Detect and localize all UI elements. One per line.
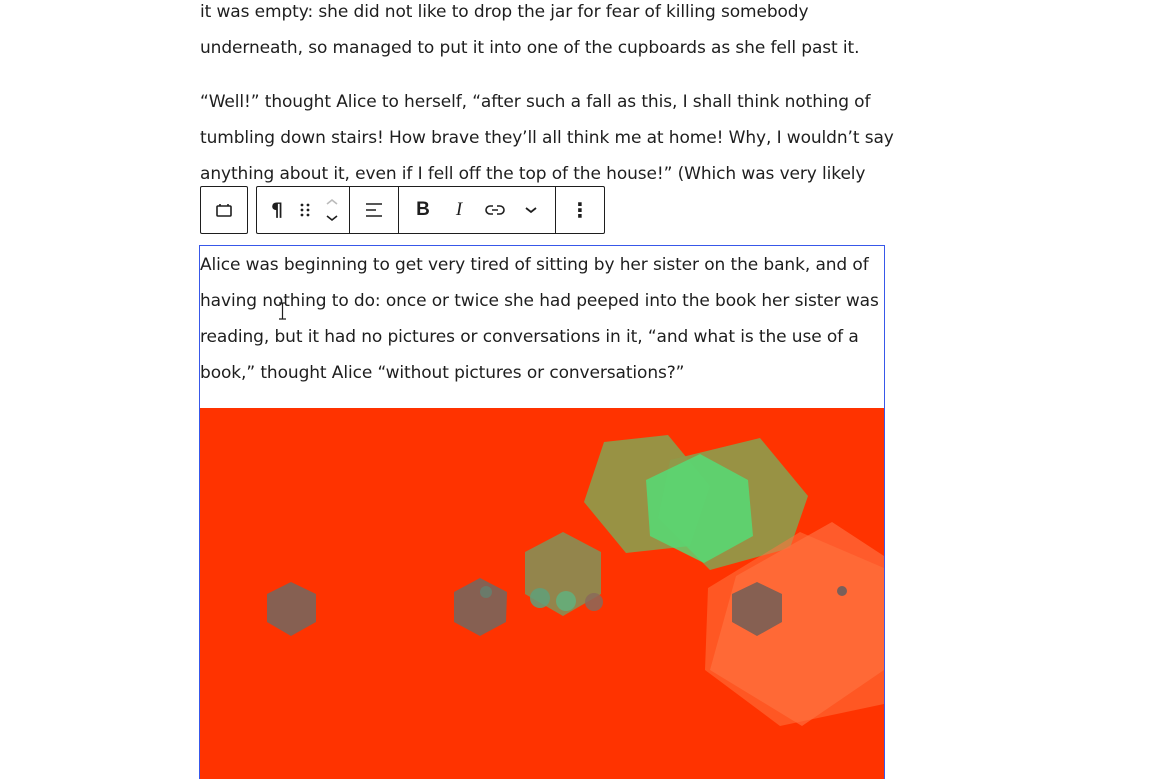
chevron-down-icon [325,213,339,223]
bold-button[interactable]: B [405,187,441,233]
paragraph-line: having nothing to do: once or twice she had peeped into the book her sister was [200,291,879,311]
move-up-button[interactable] [319,194,345,210]
paragraph-line: it was empty: she did not like to drop the jar for fear of killing somebody [200,2,809,22]
chevron-down-icon [524,205,538,215]
options-section [556,187,604,233]
link-button[interactable] [477,187,513,233]
more-rich-text-button[interactable] [513,187,549,233]
parent-block-icon [214,200,234,220]
select-parent-button[interactable] [206,187,242,233]
pilcrow-icon: ¶ [270,199,284,221]
paragraph-line: underneath, so managed to put it into one of the cupboards as she fell past it. [200,38,860,58]
paragraph-line: tumbling down stairs! How brave they’ll all think me at home! Why, I wouldn’t say [200,128,894,148]
chevron-up-icon [325,197,339,207]
link-icon [485,204,505,216]
drag-handle-icon [299,202,311,218]
block-options-button[interactable] [562,187,598,233]
paragraph-line: book,” thought Alice “without pictures or conversations?” [200,363,685,383]
dot-shape [837,586,847,596]
paragraph-line: “Well!” thought Alice to herself, “after such a fall as this, I shall think nothing of [200,92,871,112]
decorative-artwork [200,408,884,779]
selected-block[interactable] [199,245,885,779]
italic-button[interactable]: I [441,187,477,233]
align-left-icon [365,202,383,218]
align-button[interactable] [356,187,392,233]
block-type-section [257,187,350,233]
more-vertical-icon: ⋮ [570,198,590,222]
parent-selector-section [201,187,247,233]
dot-shape [530,588,550,608]
dot-shape [480,586,492,598]
paragraph-block[interactable] [200,0,885,66]
paragraph-line: Alice was beginning to get very tired of sitting by her sister on the bank, and of [200,255,869,275]
format-section [399,187,556,233]
hexagon-artwork [200,408,884,779]
block-mover [319,187,345,233]
drag-handle-button[interactable] [291,187,319,233]
hexagon-shape [454,578,507,636]
block-controls-group [256,186,605,234]
selected-paragraph[interactable] [200,247,879,391]
dot-shape [585,593,603,611]
alignment-section [350,187,399,233]
block-toolbar [200,186,605,234]
block-type-button[interactable] [263,187,291,233]
dot-shape [556,591,576,611]
parent-selector-group [200,186,248,234]
move-down-button[interactable] [319,210,345,226]
hexagon-shape [267,582,316,636]
paragraph-line: anything about it, even if I fell off the top of the house!” (Which was very likely [200,164,866,184]
paragraph-block[interactable] [200,84,894,192]
paragraph-line: reading, but it had no pictures or conversations in it, “and what is the use of a [200,327,859,347]
